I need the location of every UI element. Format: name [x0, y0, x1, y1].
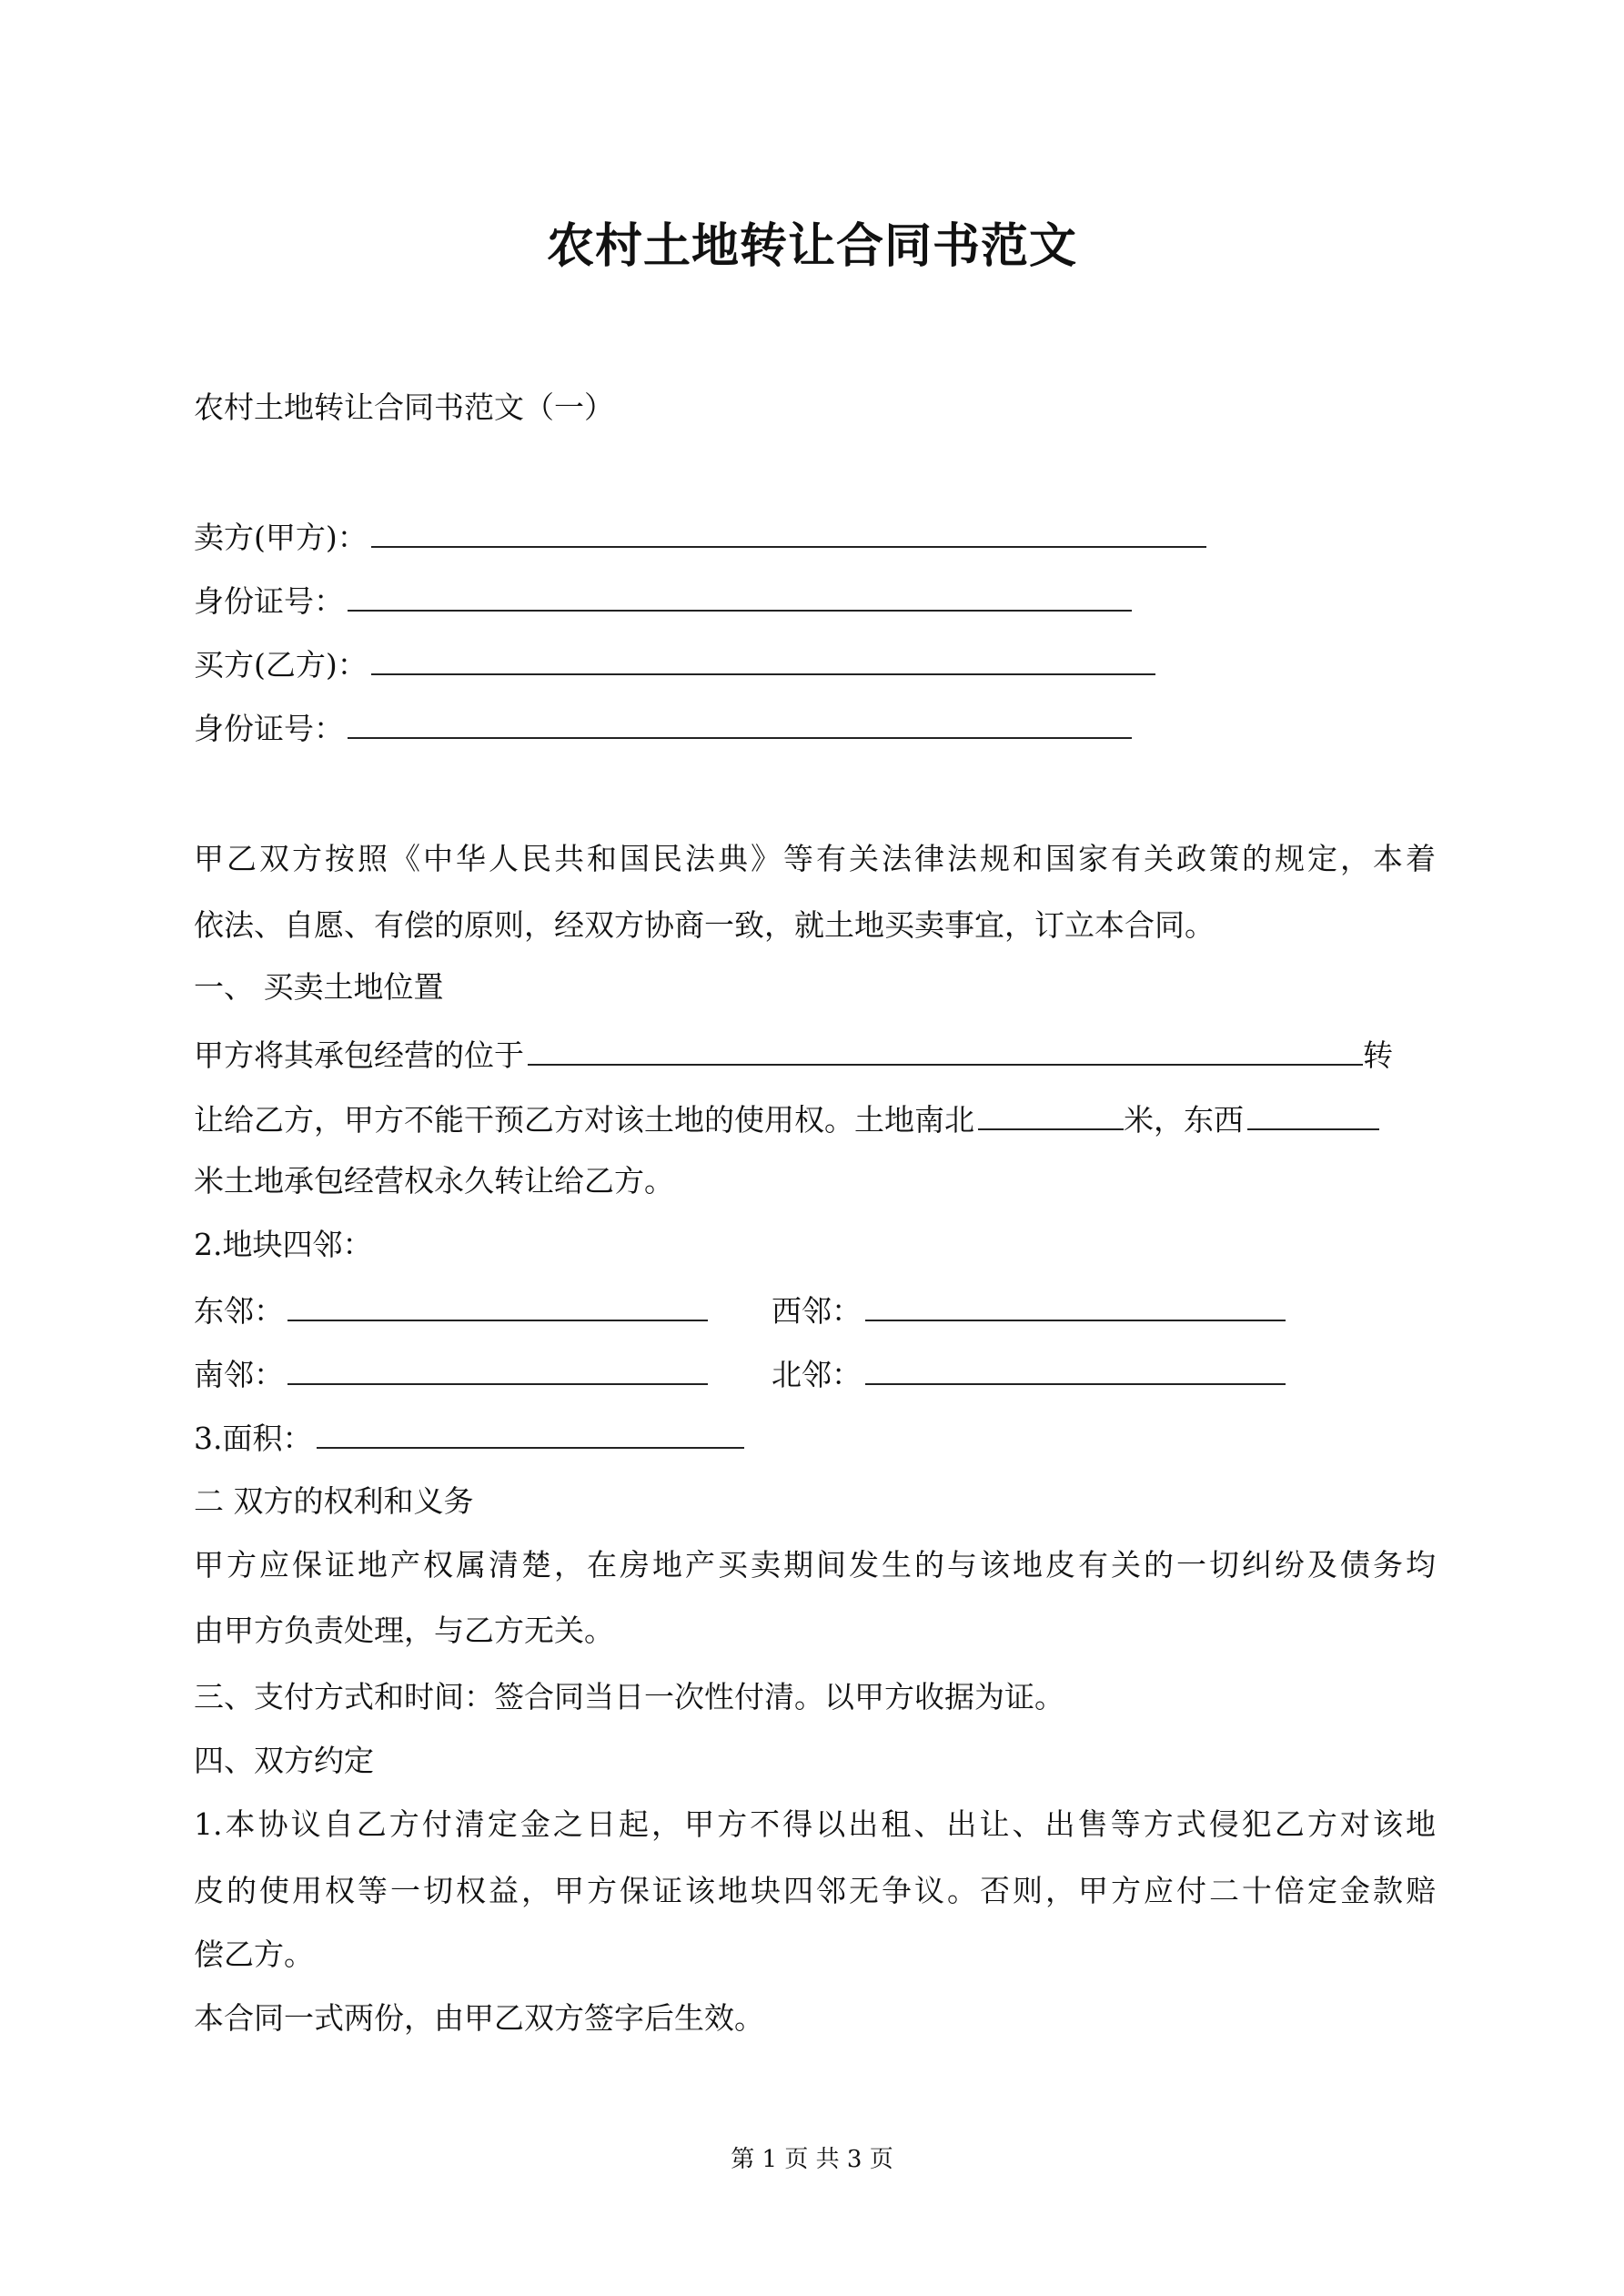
west-neighbor-blank[interactable]	[865, 1290, 1286, 1321]
north-south-blank[interactable]	[978, 1099, 1124, 1130]
east-neighbor-field	[194, 1290, 708, 1330]
east-neighbor-label: 东邻：	[194, 1293, 284, 1329]
buyer-id-field	[194, 708, 1132, 747]
document-title: 农村土地转让合同书范文	[546, 218, 1077, 274]
location-suffix: 转	[1363, 1037, 1393, 1073]
area-label: 3.面积：	[194, 1421, 313, 1456]
section-4-line-1: 1.本协议自乙方付清定金之日起，甲方不得以出租、出让、出售等方式侵犯乙方对该地	[194, 1806, 1436, 1842]
section-2-line-2: 由甲方负责处理，与乙方无关。	[194, 1613, 614, 1648]
closing-statement: 本合同一式两份，由甲乙双方签字后生效。	[194, 2000, 764, 2036]
west-neighbor-field	[772, 1290, 1286, 1330]
dimensions-text-a: 让给乙方，甲方不能干预乙方对该土地的使用权。土地南北	[194, 1102, 974, 1138]
seller-field	[194, 517, 1206, 556]
buyer-id-blank[interactable]	[348, 708, 1132, 739]
area-field	[194, 1418, 744, 1457]
transfer-line: 米土地承包经营权永久转让给乙方。	[194, 1163, 674, 1199]
location-line	[194, 1035, 1436, 1074]
area-blank[interactable]	[317, 1418, 744, 1449]
neighbors-heading: 2.地块四邻：	[194, 1227, 373, 1262]
buyer-id-label: 身份证号：	[194, 711, 344, 746]
north-neighbor-field	[772, 1354, 1286, 1393]
intro-line-1: 甲乙双方按照《中华人民共和国民法典》等有关法律法规和国家有关政策的规定，本着	[194, 841, 1436, 876]
seller-blank[interactable]	[371, 517, 1206, 548]
buyer-blank[interactable]	[371, 644, 1155, 675]
section-4-heading: 四、双方约定	[194, 1743, 374, 1778]
south-neighbor-blank[interactable]	[287, 1354, 708, 1385]
east-west-blank[interactable]	[1247, 1099, 1379, 1130]
page-footer: 第 1 页 共 3 页	[731, 2146, 893, 2173]
section-4-line-2: 皮的使用权等一切权益，甲方保证该地块四邻无争议。否则，甲方应付二十倍定金款赔	[194, 1873, 1436, 1908]
location-prefix: 甲方将其承包经营的位于	[194, 1037, 524, 1073]
seller-label: 卖方(甲方)：	[194, 520, 368, 555]
intro-line-2: 依法、自愿、有偿的原则，经双方协商一致，就土地买卖事宜，订立本合同。	[194, 907, 1215, 943]
seller-id-label: 身份证号：	[194, 583, 344, 619]
buyer-label: 买方(乙方)：	[194, 647, 368, 683]
east-neighbor-blank[interactable]	[287, 1290, 708, 1321]
seller-id-blank[interactable]	[348, 581, 1132, 612]
section-2-line-1: 甲方应保证地产权属清楚，在房地产买卖期间发生的与该地皮有关的一切纠纷及债务均	[194, 1547, 1436, 1583]
north-neighbor-blank[interactable]	[865, 1354, 1286, 1385]
west-neighbor-label: 西邻：	[772, 1293, 862, 1329]
buyer-field	[194, 644, 1155, 683]
seller-id-field	[194, 581, 1132, 620]
dimensions-line	[194, 1099, 1379, 1138]
dimensions-text-b: 米，东西	[1124, 1102, 1244, 1138]
north-neighbor-label: 北邻：	[772, 1357, 862, 1392]
south-neighbor-field	[194, 1354, 708, 1393]
location-blank[interactable]	[528, 1035, 1363, 1066]
section-3-text: 三、支付方式和时间：签合同当日一次性付清。以甲方收据为证。	[194, 1679, 1064, 1714]
south-neighbor-label: 南邻：	[194, 1357, 284, 1392]
document-subtitle: 农村土地转让合同书范文（一）	[194, 389, 614, 425]
section-4-line-3: 偿乙方。	[194, 1937, 314, 1972]
section-2-heading: 二 双方的权利和义务	[194, 1483, 474, 1519]
section-1-heading: 一、 买卖土地位置	[194, 969, 444, 1005]
